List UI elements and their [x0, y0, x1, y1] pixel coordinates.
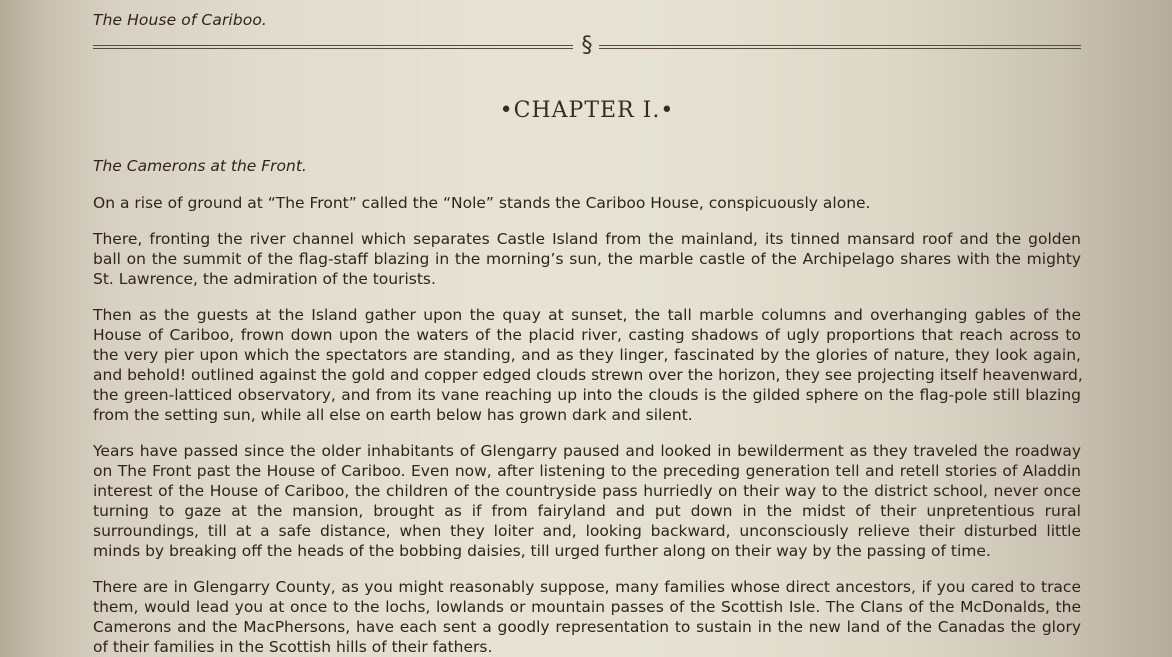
paragraph-line: surroundings, till at a safe distance, when they loiter and, looking backward, unconsciously relieve their disturbed little [93, 522, 1081, 540]
paragraph-line: St. Lawrence, the admiration of the tourists. [93, 270, 436, 288]
paragraph-line: interest of the House of Cariboo, the children of the countryside pass hurriedly on their way to the district school, never once [93, 482, 1081, 500]
paragraph-line: the green-latticed observatory, and from its vane reaching up into the clouds is the gilded sphere on the flag-pole still blazing [93, 386, 1081, 404]
paragraph-line: There, fronting the river channel which separates Castle Island from the mainland, its tinned mansard roof and the golden [93, 230, 1081, 248]
paragraph-line: Camerons and the MacPhersons, have each sent a goodly representation to sustain in the new land of the Canadas the glory [93, 618, 1081, 636]
paragraph-5 [93, 577, 1081, 657]
paragraph-line: turning to gaze at the mansion, brought as if from fairyland and put down in the midst of their unpretentious rural [93, 502, 1081, 520]
paragraph-line: on The Front past the House of Cariboo. Even now, after listening to the preceding generation tell and retell stories of Aladdin [93, 462, 1081, 480]
paragraph-line: and behold! outlined against the gold and copper edged clouds strewn over the horizon, they see projecting itself heavenward, [93, 366, 1083, 384]
section-divider [93, 33, 1081, 60]
paragraph-line: from the setting sun, while all else on earth below has grown dark and silent. [93, 406, 693, 424]
chapter-subtitle: The Camerons at the Front. [93, 157, 307, 175]
paragraph-line: minds by breaking off the heads of the bobbing daisies, till urged further along on their way by the passing of time. [93, 542, 991, 560]
chapter-heading: •CHAPTER I.• [499, 98, 675, 123]
paragraph-line: ball on the summit of the flag-staff blazing in the morning’s sun, the marble castle of the Archipelago shares with the mighty [93, 250, 1081, 268]
paragraph-line: Then as the guests at the Island gather upon the quay at sunset, the tall marble columns and overhanging gables of the [93, 306, 1081, 324]
running-head: The House of Cariboo. [93, 11, 267, 29]
paragraph-line: them, would lead you at once to the lochs, lowlands or mountain passes of the Scottish Isle. The Clans of the McDonalds, the [93, 598, 1081, 616]
paragraph-4 [93, 441, 1081, 561]
divider-rule-right [599, 45, 1081, 49]
paragraph-line: House of Cariboo, frown down upon the waters of the placid river, casting shadows of ugly proportions that reach across to [93, 326, 1081, 344]
divider-rule-left [93, 45, 573, 49]
paragraph-line: On a rise of ground at “The Front” called the “Nole” stands the Cariboo House, conspicuously alone. [93, 194, 871, 212]
paragraph-3 [93, 305, 1081, 425]
section-mark-icon: § [581, 33, 593, 58]
paragraph-line: of their families in the Scottish hills of their fathers. [93, 638, 493, 656]
paragraph-2 [93, 229, 1081, 289]
paragraph-1 [93, 193, 1081, 213]
paragraph-line: There are in Glengarry County, as you might reasonably suppose, many families whose direct ancestors, if you cared to trace [93, 578, 1081, 596]
paragraph-line: the very pier upon which the spectators are standing, and as they linger, fascinated by the glories of nature, they look again, [93, 346, 1081, 364]
paragraph-line: Years have passed since the older inhabitants of Glengarry paused and looked in bewilderment as they traveled the roadway [93, 442, 1081, 460]
